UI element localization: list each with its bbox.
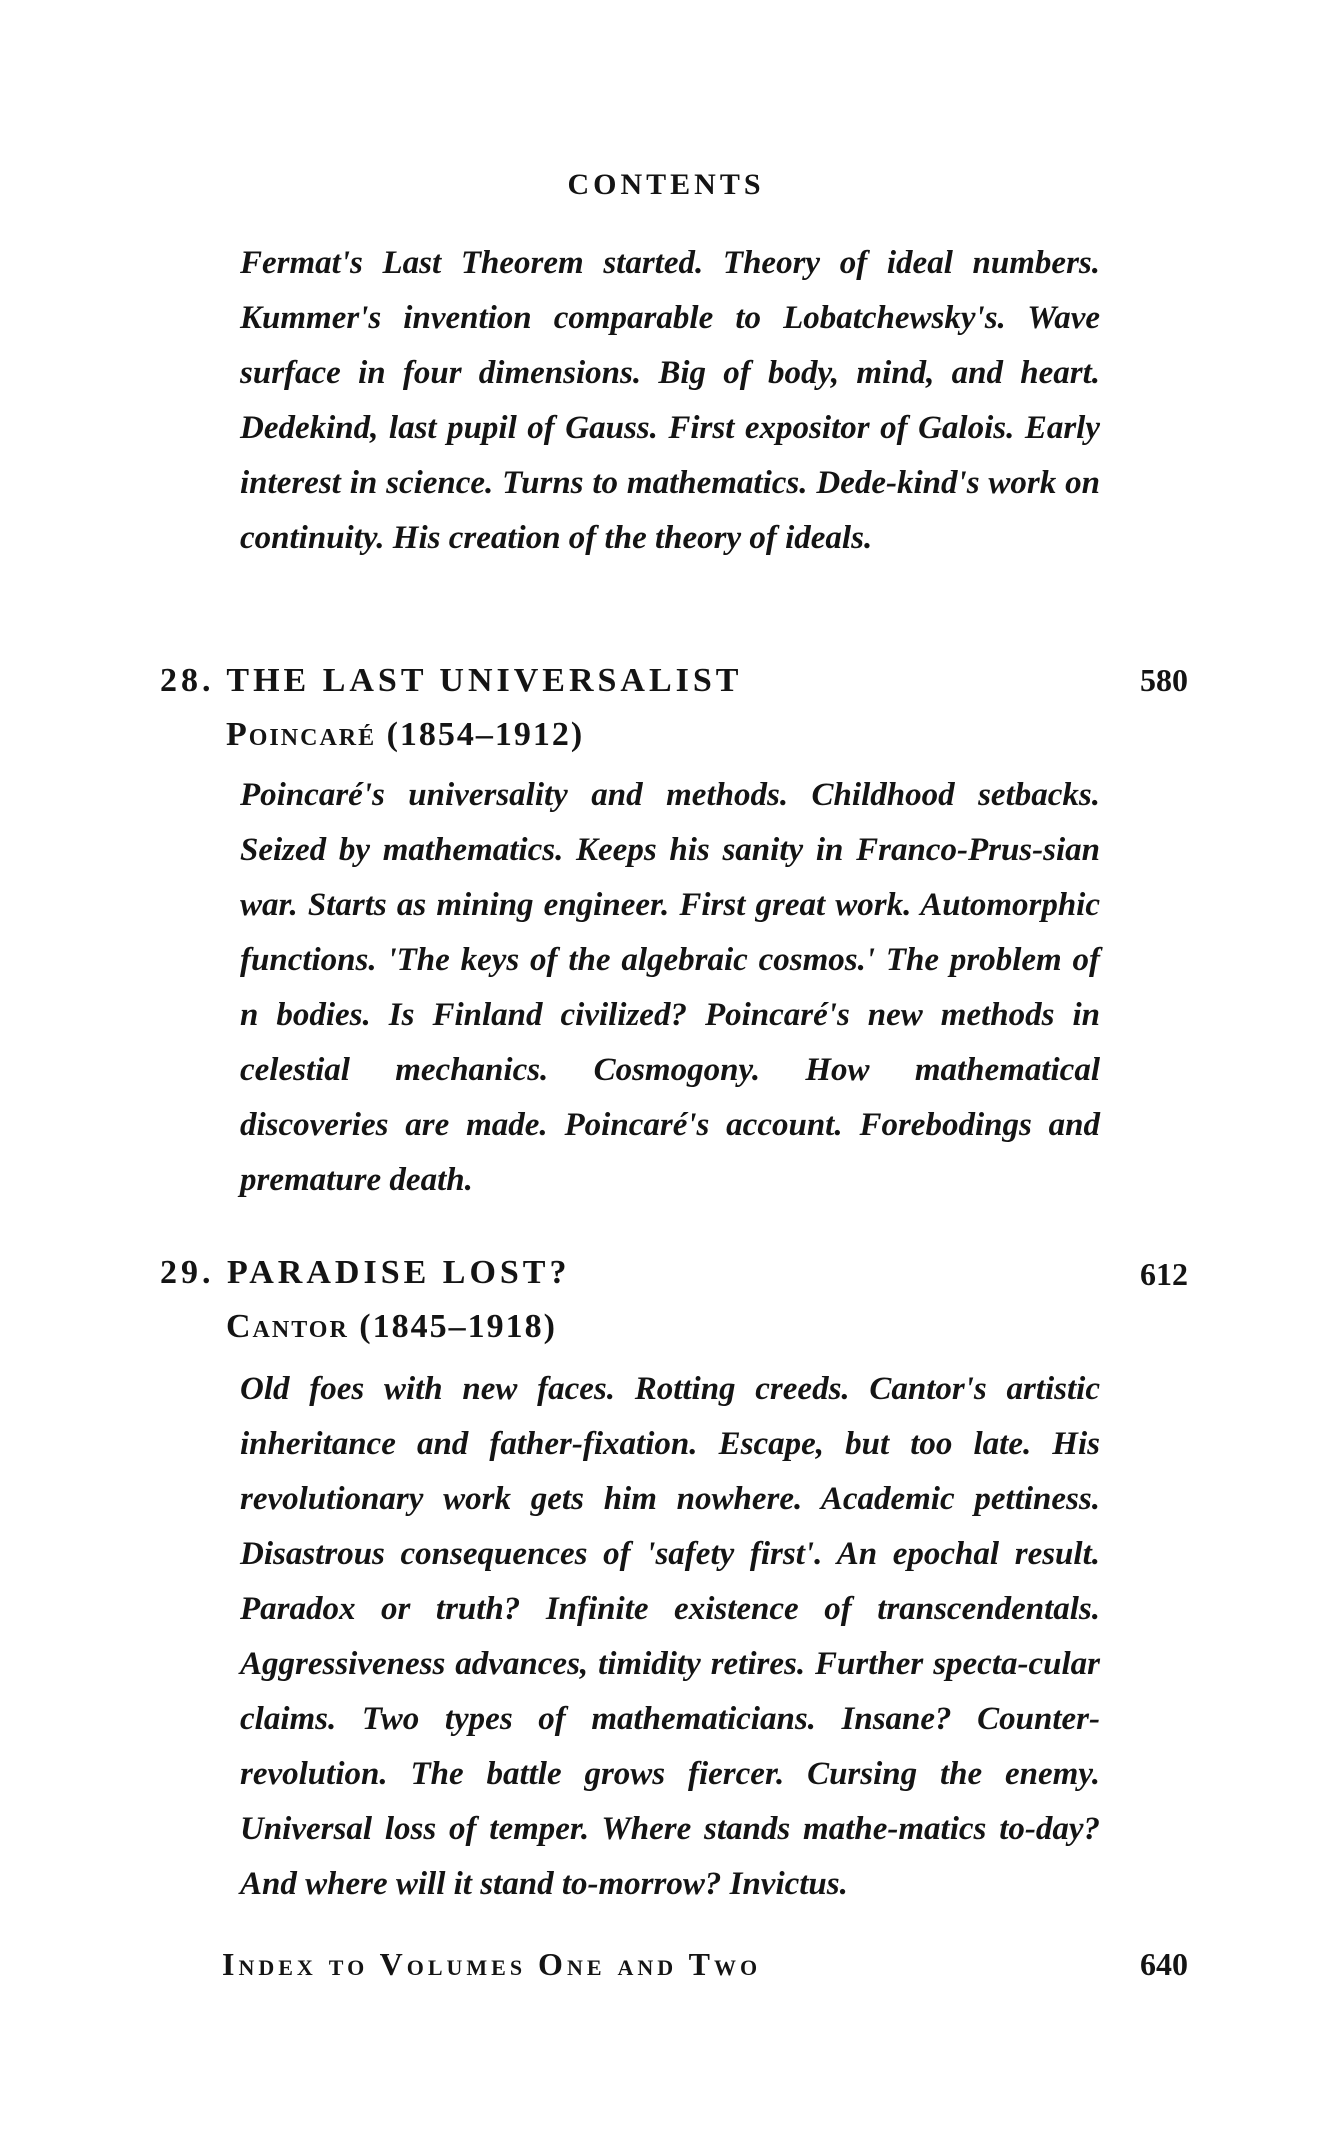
chapter-28-subject: Poincaré (1854–1912) xyxy=(226,716,585,753)
index-entry-page-number: 640 xyxy=(1140,1946,1188,1982)
chapter-28-summary: Poincaré's universality and methods. Childhood setbacks. Seized by mathematics. Keeps his sanity in Franco-Prus-sian war. Starts as mining engineer. First great work. Automorphic functions. 'The keys of the algebraic cosmos.' The problem of n bodies. Is Finland civilized? Poincaré's new methods in celestial mechanics. Cosmogony. How mathematical discoveries are made. Poincaré's account. Forebodings and premature death. xyxy=(240,777,1100,1198)
chapter-27-summary: Fermat's Last Theorem started. Theory of ideal numbers. Kummer's invention comparable to Lobatchewsky's. Wave surface in four dimensions. Big of body, mind, and heart. Dedekind, last pupil of Gauss. First expositor of Galois. Early interest in science. Turns to mathematics. Dede-kind's work on continuity. His creation of the theory of ideals. xyxy=(240,245,1100,556)
chapter-29-page-number: 612 xyxy=(1140,1256,1188,1292)
chapter-28-page-number: 580 xyxy=(1140,662,1188,698)
chapter-29-summary: Old foes with new faces. Rotting creeds. Cantor's artistic inheritance and father-fixation. Escape, but too late. His revolutionary work gets him nowhere. Academic pettiness. Disastrous consequences of 'safety first'. An epochal result. Paradox or truth? Infinite existence of transcendentals. Aggressiveness advances, timidity retires. Further specta-cular claims. Two types of mathematicians. Insane? Counter-revolution. The battle grows fiercer. Cursing the enemy. Universal loss of temper. Where stands mathe-matics to-day? And where will it stand to-morrow? Invictus. xyxy=(240,1371,1100,1902)
chapter-29-subject: Cantor (1845–1918) xyxy=(226,1308,557,1345)
chapter-29-title: 29. PARADISE LOST? xyxy=(160,1254,571,1291)
page-header: CONTENTS xyxy=(567,168,765,201)
index-entry-label: Index to Volumes One and Two xyxy=(222,1946,762,1982)
chapter-28-title: 28. THE LAST UNIVERSALIST xyxy=(160,662,743,699)
